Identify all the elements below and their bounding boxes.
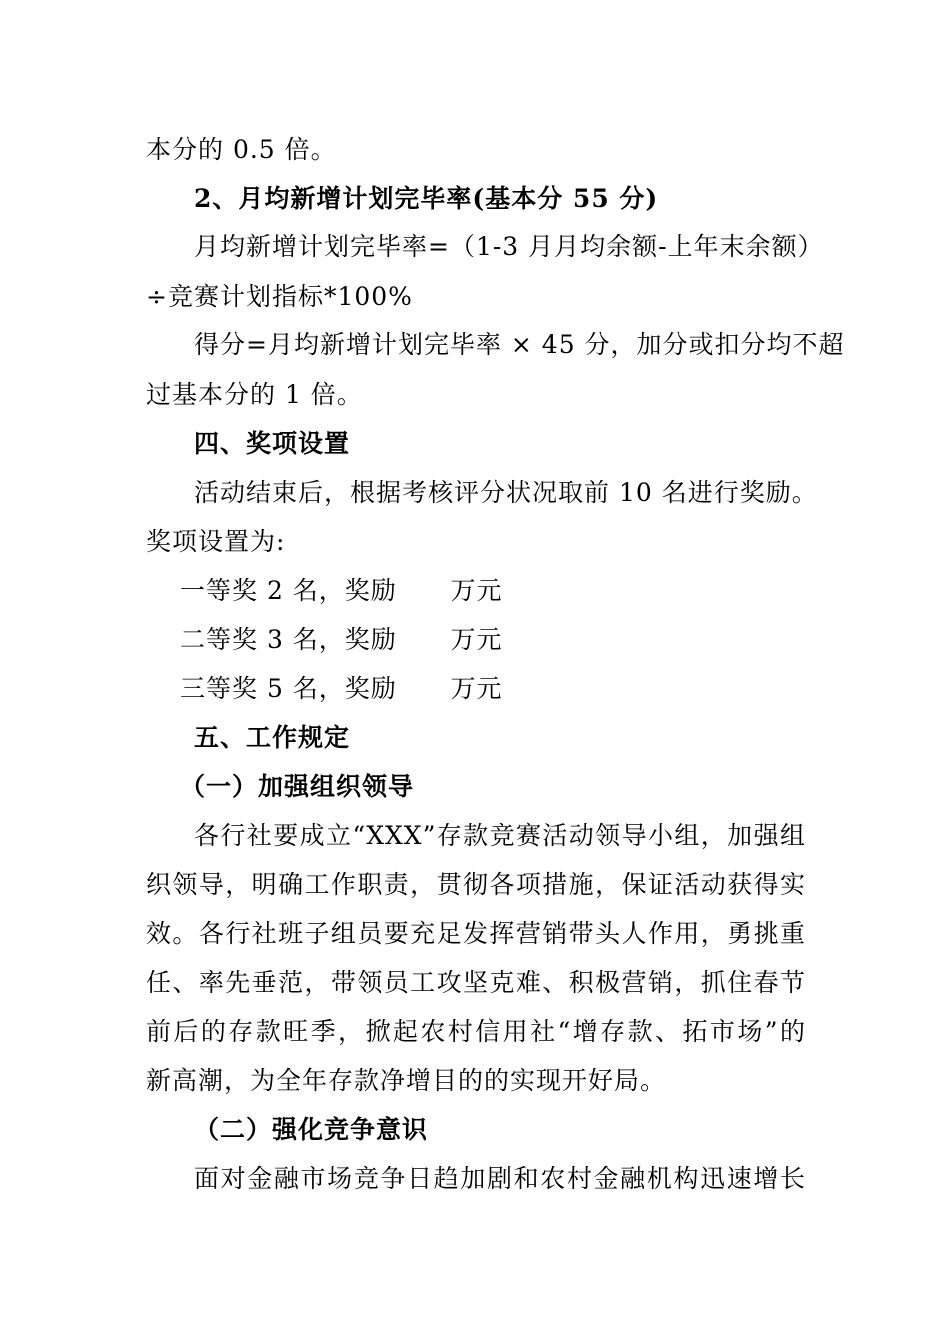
formula-line-2: ÷竞赛计划指标*100%	[146, 282, 413, 311]
heading-monthly-plan-rate: 2、月均新增计划完毕率(基本分 55 分)	[194, 184, 659, 213]
paragraph-line-1: 各行社要成立“XXX”存款竞赛活动领导小组，加强组	[194, 821, 806, 850]
award-second-prize: 二等奖 3 名，奖励 万元	[180, 625, 503, 654]
paragraph-line-3: 效。各行社班子组员要充足发挥营销带头人作用，勇挑重	[146, 919, 806, 948]
heading-work-rules: 五、工作规定	[194, 723, 351, 752]
score-line-2: 过基本分的 1 倍。	[146, 380, 363, 409]
awards-intro-line-1: 活动结束后，根据考核评分状况取前 10 名进行奖励。	[194, 478, 818, 507]
subheading-competition: （二）强化竞争意识	[194, 1115, 429, 1144]
paragraph-line-4: 任、率先垂范，带领员工攻坚克难、积极营销，抓住春节	[146, 968, 806, 997]
paragraph-line-5: 前后的存款旺季，掀起农村信用社“增存款、拓市场”的	[146, 1017, 806, 1046]
formula-line-1: 月均新增计划完毕率=（1-3 月月均余额-上年末余额）	[194, 232, 824, 261]
award-third-prize: 三等奖 5 名，奖励 万元	[180, 674, 503, 703]
paragraph-final-line: 面对金融市场竞争日趋加剧和农村金融机构迅速增长	[194, 1164, 806, 1193]
paragraph-line-2: 织领导，明确工作职责，贯彻各项措施，保证活动获得实	[146, 870, 806, 899]
score-line-1: 得分=月均新增计划完毕率 × 45 分，加分或扣分均不超	[194, 330, 845, 359]
subheading-organization: （一）加强组织领导	[180, 772, 415, 801]
awards-intro-line-2: 奖项设置为:	[146, 527, 286, 556]
text-line-1: 本分的 0.5 倍。	[146, 135, 337, 164]
heading-awards: 四、奖项设置	[194, 429, 351, 458]
award-first-prize: 一等奖 2 名，奖励 万元	[180, 576, 503, 605]
paragraph-line-6: 新高潮，为全年存款净增目的的实现开好局。	[146, 1066, 667, 1095]
